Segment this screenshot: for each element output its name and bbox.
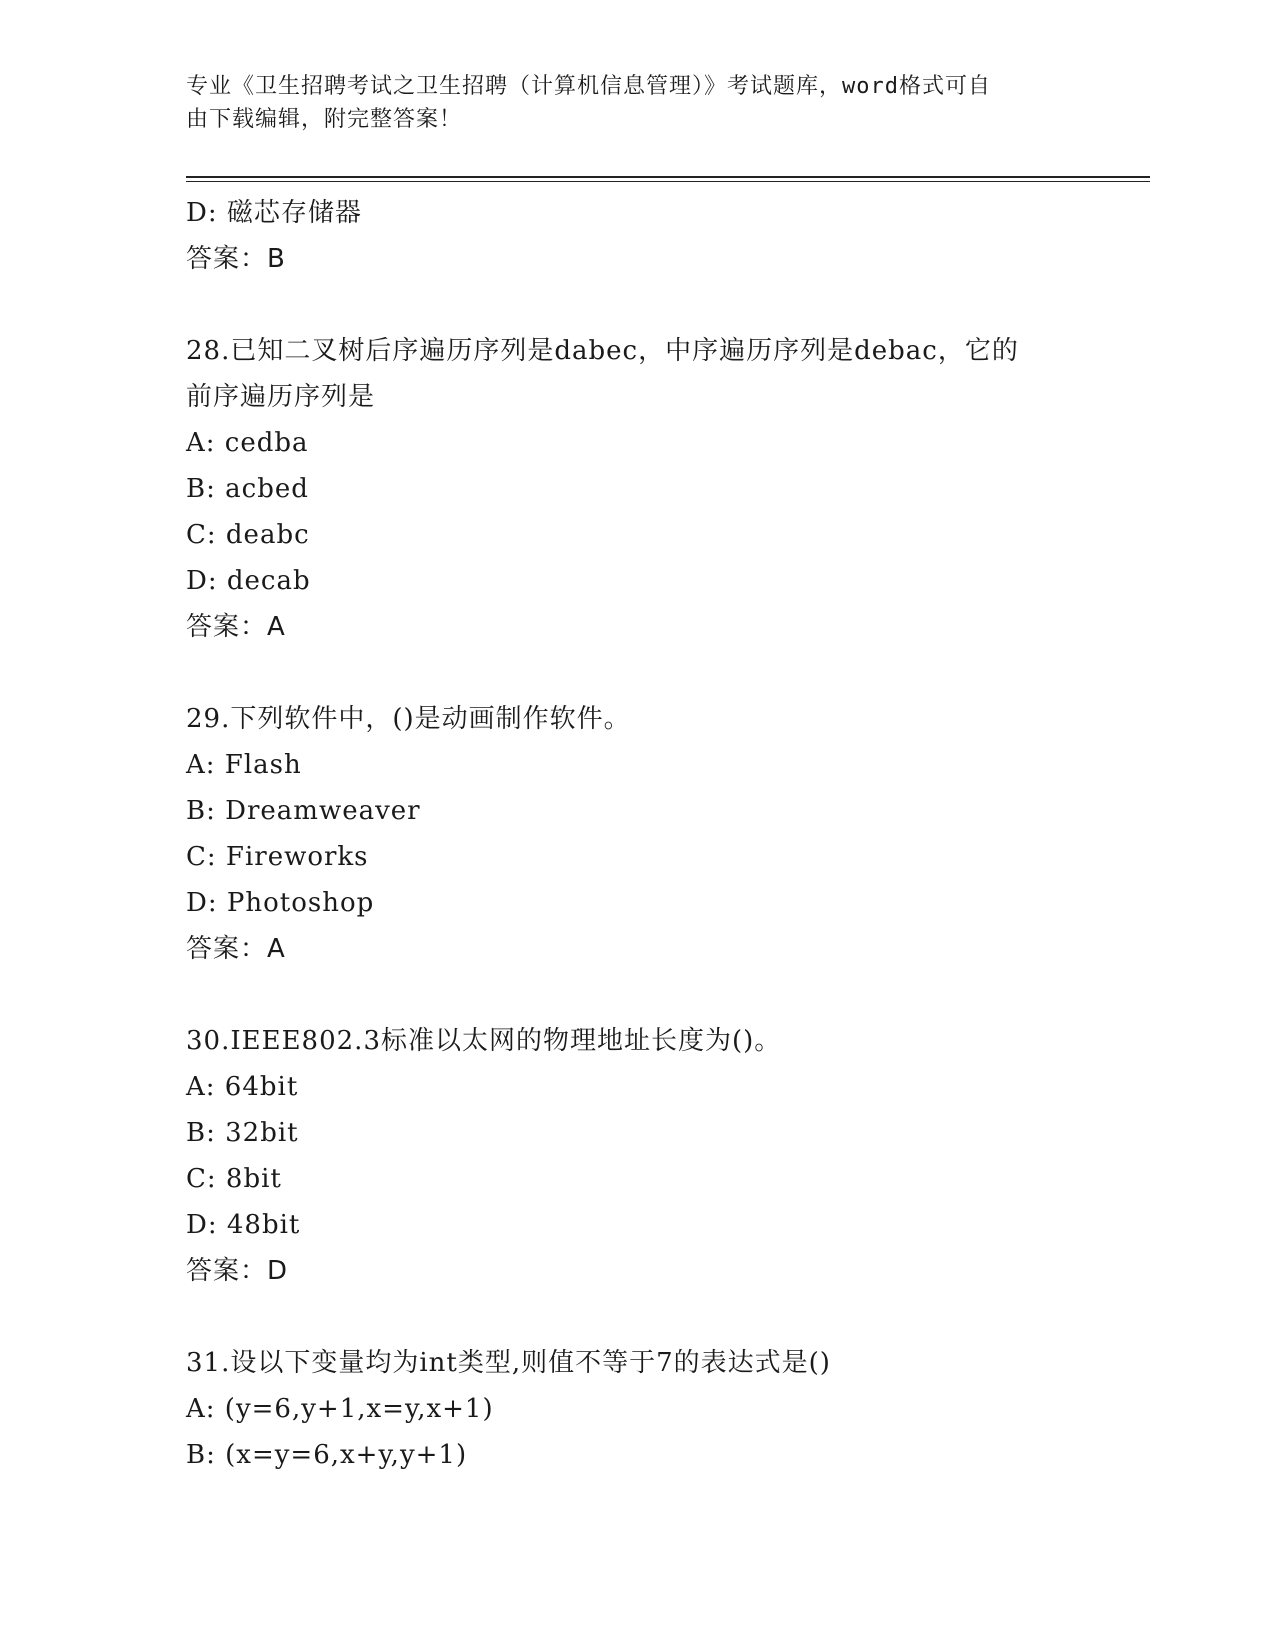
question-stem: 29.下列软件中，()是动画制作软件。	[186, 704, 631, 734]
question-stem: 28.已知二叉树后序遍历序列是dabec，中序遍历序列是debac，它的	[186, 336, 1019, 366]
answer-line: 答案：B	[186, 244, 286, 274]
option-c: C: Fireworks	[186, 842, 369, 872]
option-d: D: decab	[186, 566, 311, 596]
option-b: B: acbed	[186, 474, 309, 504]
question-28	[186, 328, 1086, 650]
option-b: B: 32bit	[186, 1118, 299, 1148]
answer-line: 答案：A	[186, 612, 286, 642]
option-c: C: deabc	[186, 520, 310, 550]
option-b: B: Dreamweaver	[186, 796, 421, 826]
header-line-2: 由下载编辑，附完整答案！	[186, 107, 463, 132]
document-header	[186, 70, 1066, 136]
option-a: A: 64bit	[186, 1072, 299, 1102]
question-list	[186, 190, 1086, 1478]
header-divider-thick	[186, 176, 1150, 178]
question-stem: 30.IEEE802.3标准以太网的物理地址长度为()。	[186, 1026, 782, 1056]
option-b: B: (x=y=6,x+y,y+1)	[186, 1440, 468, 1470]
question-30	[186, 1018, 1086, 1294]
option-d: D: Photoshop	[186, 888, 375, 918]
option-a: A: cedba	[186, 428, 309, 458]
question-stem: 31.设以下变量均为int类型,则值不等于7的表达式是()	[186, 1348, 831, 1378]
question-31	[186, 1340, 1086, 1478]
header-line-1: 专业《卫生招聘考试之卫生招聘（计算机信息管理）》考试题库，word格式可自	[186, 74, 991, 99]
option-d: D: 磁芯存储器	[186, 198, 362, 228]
option-a: A: (y=6,y+1,x=y,x+1)	[186, 1394, 494, 1424]
option-a: A: Flash	[186, 750, 302, 780]
answer-line: 答案：D	[186, 1256, 289, 1286]
option-c: C: 8bit	[186, 1164, 282, 1194]
question-29	[186, 696, 1086, 972]
option-d: D: 48bit	[186, 1210, 301, 1240]
header-divider-thin	[186, 181, 1150, 182]
question-stem-continued: 前序遍历序列是	[186, 382, 376, 412]
answer-line: 答案：A	[186, 934, 286, 964]
